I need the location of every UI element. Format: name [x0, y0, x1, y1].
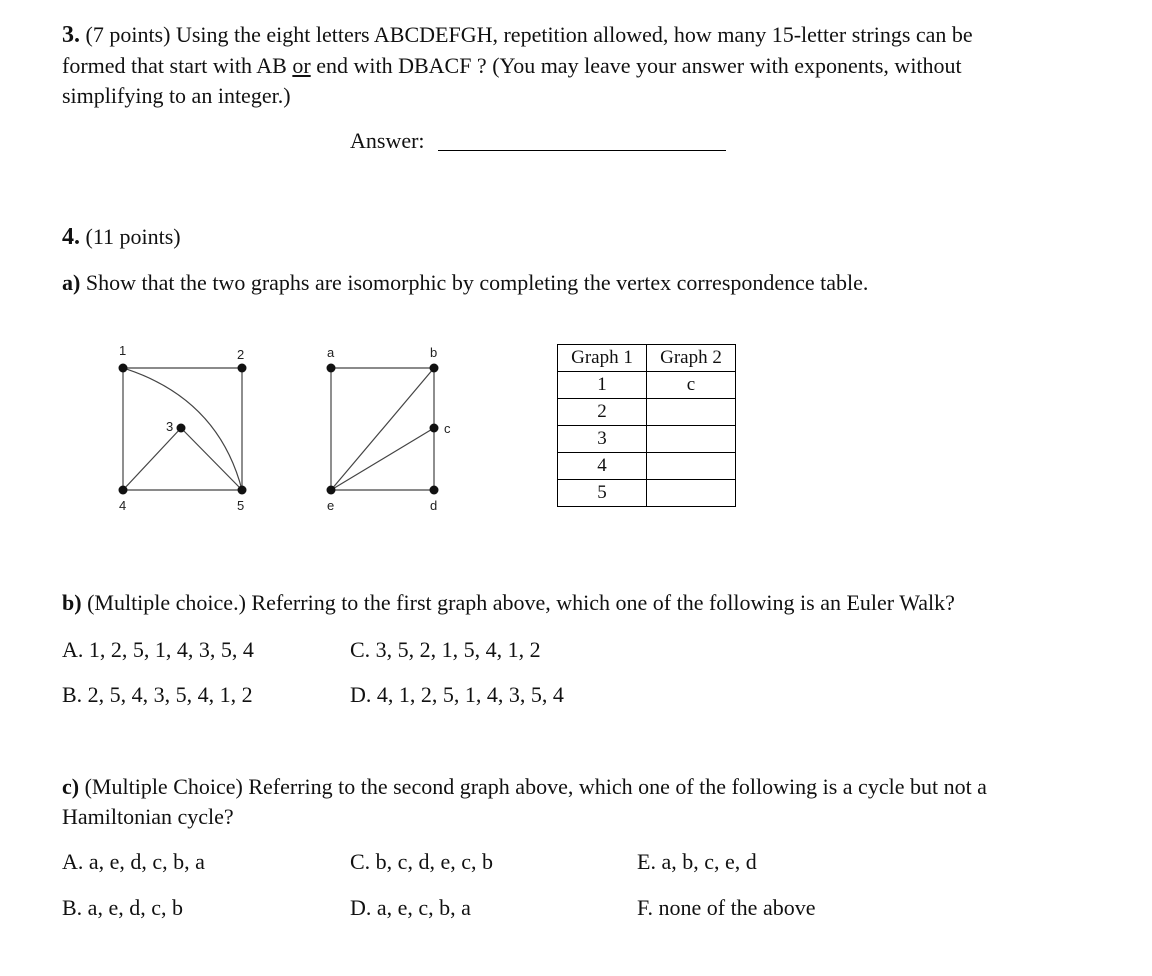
question-3-line-2: [62, 51, 962, 81]
part-c-line-1: [62, 772, 987, 802]
part-b-text: (Multiple choice.) Referring to the first graph above, which one of the following is an Euler Walk?: [87, 590, 955, 615]
part-c-label: c): [62, 774, 80, 799]
question-3-text-2b: end with DBACF ? (You may leave your answer with exponents, without: [310, 53, 962, 78]
question-3-text-2a: formed that start with AB: [62, 53, 293, 78]
vertex-4: [119, 486, 128, 495]
label-3: 3: [166, 419, 174, 434]
vertex-a: [327, 364, 336, 373]
label-1: 1: [119, 343, 127, 358]
vertex-1: [119, 364, 128, 373]
table-cell-graph-1: 1: [558, 372, 647, 399]
edge-4-3: [123, 428, 181, 490]
graph-1: [100, 336, 270, 521]
table-cell-graph-1: 2: [558, 399, 647, 426]
question-4-points: (11 points): [85, 224, 181, 249]
label-5: 5: [237, 498, 245, 513]
label-a: a: [327, 345, 335, 360]
part-a-text: Show that the two graphs are isomorphic by completing the vertex correspondence table.: [85, 270, 869, 295]
part-c-option-c[interactable]: C. b, c, d, e, c, b: [350, 849, 493, 874]
vertex-d: [430, 486, 439, 495]
table-cell-graph-1: 3: [558, 426, 647, 453]
table-cell-graph-2[interactable]: [647, 399, 736, 426]
table-row: [558, 426, 736, 453]
table-row: [558, 480, 736, 507]
table-cell-graph-2[interactable]: [647, 480, 736, 507]
label-d: d: [430, 498, 438, 513]
table-row: [558, 399, 736, 426]
table-cell-graph-1: 5: [558, 480, 647, 507]
edge-3-5: [181, 428, 242, 490]
table-cell-graph-2[interactable]: [647, 426, 736, 453]
question-4-number: 4.: [62, 224, 80, 250]
table-row: [558, 453, 736, 480]
label-2: 2: [237, 347, 245, 362]
table-cell-graph-2[interactable]: [647, 453, 736, 480]
part-c-option-f[interactable]: F. none of the above: [637, 895, 816, 920]
part-a-label: a): [62, 270, 81, 295]
part-b-option-d[interactable]: D. 4, 1, 2, 5, 1, 4, 3, 5, 4: [350, 682, 564, 707]
table-cell-graph-2[interactable]: c: [647, 372, 736, 399]
vertex-e: [327, 486, 336, 495]
part-c-option-b[interactable]: B. a, e, d, c, b: [62, 895, 183, 920]
part-a-line: [62, 268, 868, 298]
table-header-graph-1: Graph 1: [558, 345, 647, 372]
answer-label: Answer:: [350, 128, 425, 153]
table-header-row: [558, 345, 736, 372]
question-3-or-underlined: or: [292, 53, 311, 78]
part-c-text-1: (Multiple Choice) Referring to the second graph above, which one of the following is a cycle but not a: [84, 774, 987, 799]
vertex-b: [430, 364, 439, 373]
part-c-option-a[interactable]: A. a, e, d, c, b, a: [62, 849, 205, 874]
table-row: [558, 372, 736, 399]
table-cell-graph-1: 4: [558, 453, 647, 480]
vertex-3: [177, 424, 186, 433]
label-b: b: [430, 345, 438, 360]
part-b-option-a[interactable]: A. 1, 2, 5, 1, 4, 3, 5, 4: [62, 637, 254, 662]
part-b-label: b): [62, 590, 82, 615]
part-b-option-c[interactable]: C. 3, 5, 2, 1, 5, 4, 1, 2: [350, 637, 541, 662]
label-4: 4: [119, 498, 127, 513]
question-3-number: 3.: [62, 22, 80, 48]
answer-blank-line[interactable]: [438, 150, 726, 151]
vertex-correspondence-table: [557, 344, 736, 507]
question-3-line-1: [62, 20, 973, 50]
edge-e-b: [331, 368, 434, 490]
part-b-option-b[interactable]: B. 2, 5, 4, 3, 5, 4, 1, 2: [62, 682, 253, 707]
edge-e-c: [331, 428, 434, 490]
vertex-2: [238, 364, 247, 373]
label-c: c: [444, 421, 451, 436]
vertex-c: [430, 424, 439, 433]
graph-2: [305, 336, 475, 521]
question-4-heading: [62, 222, 181, 252]
part-c-option-d[interactable]: D. a, e, c, b, a: [350, 895, 471, 920]
part-b-line: [62, 588, 955, 618]
question-3-text-1: (7 points) Using the eight letters ABCDEFGH, repetition allowed, how many 15-letter strings can be: [85, 22, 973, 47]
table-header-graph-2: Graph 2: [647, 345, 736, 372]
label-e: e: [327, 498, 335, 513]
vertex-5: [238, 486, 247, 495]
question-3-line-3: simplifying to an integer.): [62, 83, 291, 108]
part-c-line-2: Hamiltonian cycle?: [62, 804, 234, 829]
part-c-option-e[interactable]: E. a, b, c, e, d: [637, 849, 757, 874]
